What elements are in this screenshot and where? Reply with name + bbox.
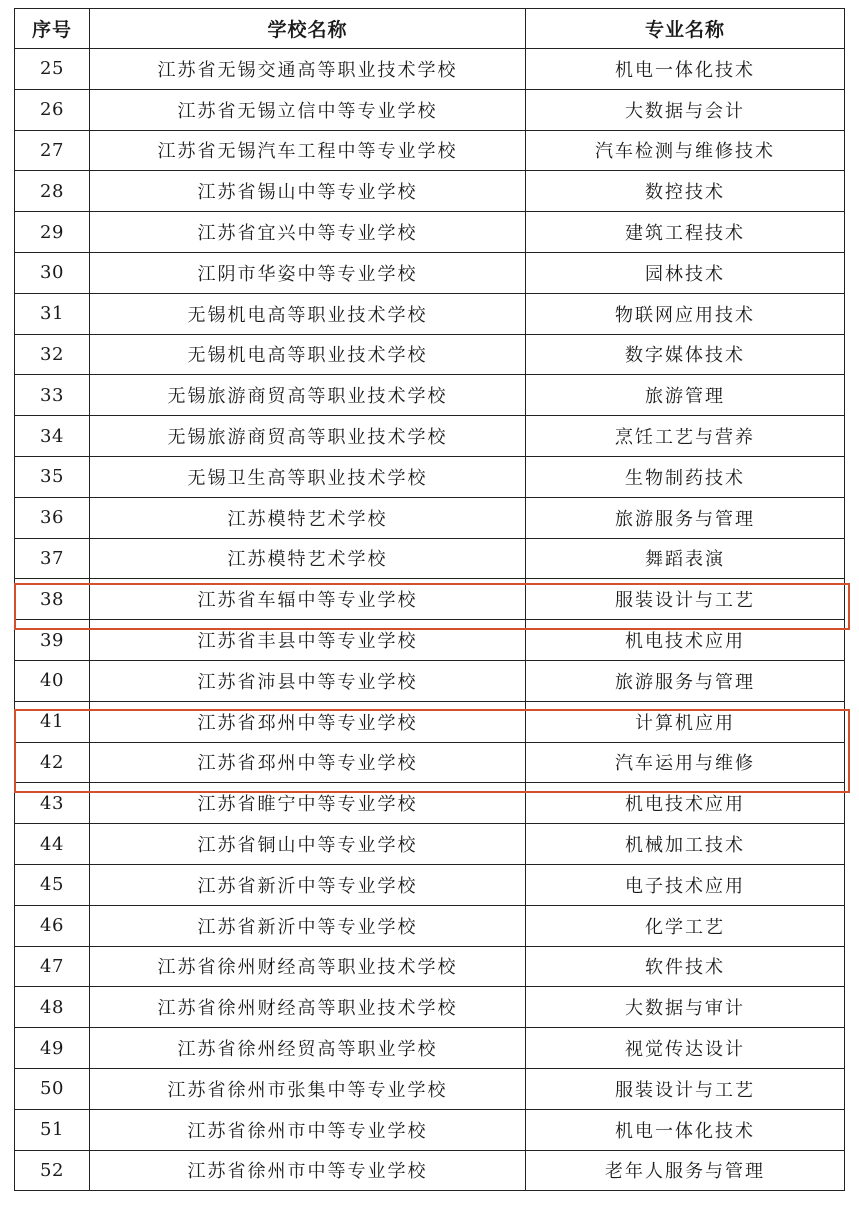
table-row — [15, 49, 845, 90]
table-row — [15, 1109, 845, 1150]
table-row — [15, 742, 845, 783]
row-seq-cell: 52 — [15, 1150, 90, 1191]
row-school-cell: 江苏模特艺术学校 — [90, 497, 526, 538]
table-row — [15, 905, 845, 946]
row-major-cell: 机电技术应用 — [526, 620, 845, 661]
row-seq-cell: 43 — [15, 783, 90, 824]
row-major-cell: 大数据与会计 — [526, 89, 845, 130]
row-major-cell: 服装设计与工艺 — [526, 579, 845, 620]
table-row — [15, 212, 845, 253]
row-seq-cell: 37 — [15, 538, 90, 579]
table-row — [15, 824, 845, 865]
row-school-cell: 无锡旅游商贸高等职业技术学校 — [90, 416, 526, 457]
row-seq-cell: 42 — [15, 742, 90, 783]
row-major-cell: 建筑工程技术 — [526, 212, 845, 253]
row-seq-cell: 38 — [15, 579, 90, 620]
row-major-cell: 旅游服务与管理 — [526, 660, 845, 701]
row-school-cell: 江苏省铜山中等专业学校 — [90, 824, 526, 865]
table-row — [15, 456, 845, 497]
row-seq-cell: 50 — [15, 1068, 90, 1109]
row-school-cell: 江苏省徐州财经高等职业技术学校 — [90, 987, 526, 1028]
row-school-cell: 江苏省徐州市中等专业学校 — [90, 1150, 526, 1191]
row-seq-cell: 39 — [15, 620, 90, 661]
row-school-cell: 无锡机电高等职业技术学校 — [90, 334, 526, 375]
row-school-cell: 江苏省徐州市中等专业学校 — [90, 1109, 526, 1150]
table-row — [15, 946, 845, 987]
row-major-cell: 生物制药技术 — [526, 456, 845, 497]
row-seq-cell: 29 — [15, 212, 90, 253]
header-seq: 序号 — [15, 9, 90, 49]
row-major-cell: 舞蹈表演 — [526, 538, 845, 579]
table-row — [15, 660, 845, 701]
row-major-cell: 化学工艺 — [526, 905, 845, 946]
row-seq-cell: 41 — [15, 701, 90, 742]
table-row — [15, 375, 845, 416]
header-major: 专业名称 — [526, 9, 845, 49]
table-row — [15, 1150, 845, 1191]
row-major-cell: 老年人服务与管理 — [526, 1150, 845, 1191]
table-row — [15, 579, 845, 620]
row-seq-cell: 30 — [15, 252, 90, 293]
row-major-cell: 园林技术 — [526, 252, 845, 293]
row-seq-cell: 27 — [15, 130, 90, 171]
row-major-cell: 机电技术应用 — [526, 783, 845, 824]
row-school-cell: 江苏省沛县中等专业学校 — [90, 660, 526, 701]
table-row — [15, 416, 845, 457]
row-major-cell: 物联网应用技术 — [526, 293, 845, 334]
row-school-cell: 无锡卫生高等职业技术学校 — [90, 456, 526, 497]
table-row — [15, 334, 845, 375]
row-school-cell: 江苏省徐州财经高等职业技术学校 — [90, 946, 526, 987]
table-row — [15, 252, 845, 293]
row-major-cell: 烹饪工艺与营养 — [526, 416, 845, 457]
row-major-cell: 大数据与审计 — [526, 987, 845, 1028]
table-row — [15, 1028, 845, 1069]
table-row — [15, 864, 845, 905]
table-row — [15, 497, 845, 538]
school-major-table — [14, 8, 845, 1191]
row-major-cell: 旅游管理 — [526, 375, 845, 416]
row-major-cell: 视觉传达设计 — [526, 1028, 845, 1069]
row-major-cell: 数控技术 — [526, 171, 845, 212]
row-school-cell: 江苏省邳州中等专业学校 — [90, 701, 526, 742]
row-seq-cell: 31 — [15, 293, 90, 334]
row-school-cell: 江苏省新沂中等专业学校 — [90, 864, 526, 905]
table-row — [15, 783, 845, 824]
row-school-cell: 江苏省徐州市张集中等专业学校 — [90, 1068, 526, 1109]
row-seq-cell: 34 — [15, 416, 90, 457]
row-major-cell: 数字媒体技术 — [526, 334, 845, 375]
row-major-cell: 计算机应用 — [526, 701, 845, 742]
header-row — [15, 9, 845, 49]
row-school-cell: 江苏省无锡汽车工程中等专业学校 — [90, 130, 526, 171]
row-seq-cell: 26 — [15, 89, 90, 130]
row-school-cell: 无锡旅游商贸高等职业技术学校 — [90, 375, 526, 416]
row-school-cell: 江苏省车辐中等专业学校 — [90, 579, 526, 620]
row-seq-cell: 46 — [15, 905, 90, 946]
row-seq-cell: 47 — [15, 946, 90, 987]
document-page — [14, 8, 845, 1191]
row-seq-cell: 28 — [15, 171, 90, 212]
row-major-cell: 机电一体化技术 — [526, 49, 845, 90]
row-seq-cell: 33 — [15, 375, 90, 416]
row-school-cell: 无锡机电高等职业技术学校 — [90, 293, 526, 334]
row-school-cell: 江苏省睢宁中等专业学校 — [90, 783, 526, 824]
row-seq-cell: 44 — [15, 824, 90, 865]
table-row — [15, 130, 845, 171]
row-seq-cell: 48 — [15, 987, 90, 1028]
row-school-cell: 江苏省丰县中等专业学校 — [90, 620, 526, 661]
table-row — [15, 171, 845, 212]
row-school-cell: 江阴市华姿中等专业学校 — [90, 252, 526, 293]
row-seq-cell: 49 — [15, 1028, 90, 1069]
row-major-cell: 旅游服务与管理 — [526, 497, 845, 538]
table-row — [15, 987, 845, 1028]
row-school-cell: 江苏省新沂中等专业学校 — [90, 905, 526, 946]
row-major-cell: 服装设计与工艺 — [526, 1068, 845, 1109]
row-major-cell: 软件技术 — [526, 946, 845, 987]
row-school-cell: 江苏省锡山中等专业学校 — [90, 171, 526, 212]
table-row — [15, 293, 845, 334]
table-row — [15, 620, 845, 661]
row-major-cell: 汽车运用与维修 — [526, 742, 845, 783]
row-school-cell: 江苏省邳州中等专业学校 — [90, 742, 526, 783]
row-school-cell: 江苏省徐州经贸高等职业学校 — [90, 1028, 526, 1069]
row-school-cell: 江苏模特艺术学校 — [90, 538, 526, 579]
row-major-cell: 机电一体化技术 — [526, 1109, 845, 1150]
row-seq-cell: 35 — [15, 456, 90, 497]
row-seq-cell: 32 — [15, 334, 90, 375]
row-seq-cell: 36 — [15, 497, 90, 538]
header-school: 学校名称 — [90, 9, 526, 49]
row-school-cell: 江苏省无锡立信中等专业学校 — [90, 89, 526, 130]
row-major-cell: 电子技术应用 — [526, 864, 845, 905]
row-school-cell: 江苏省无锡交通高等职业技术学校 — [90, 49, 526, 90]
row-school-cell: 江苏省宜兴中等专业学校 — [90, 212, 526, 253]
table-row — [15, 538, 845, 579]
row-seq-cell: 25 — [15, 49, 90, 90]
row-seq-cell: 45 — [15, 864, 90, 905]
row-major-cell: 汽车检测与维修技术 — [526, 130, 845, 171]
table-row — [15, 1068, 845, 1109]
row-seq-cell: 51 — [15, 1109, 90, 1150]
row-seq-cell: 40 — [15, 660, 90, 701]
table-row — [15, 89, 845, 130]
row-major-cell: 机械加工技术 — [526, 824, 845, 865]
table-row — [15, 701, 845, 742]
